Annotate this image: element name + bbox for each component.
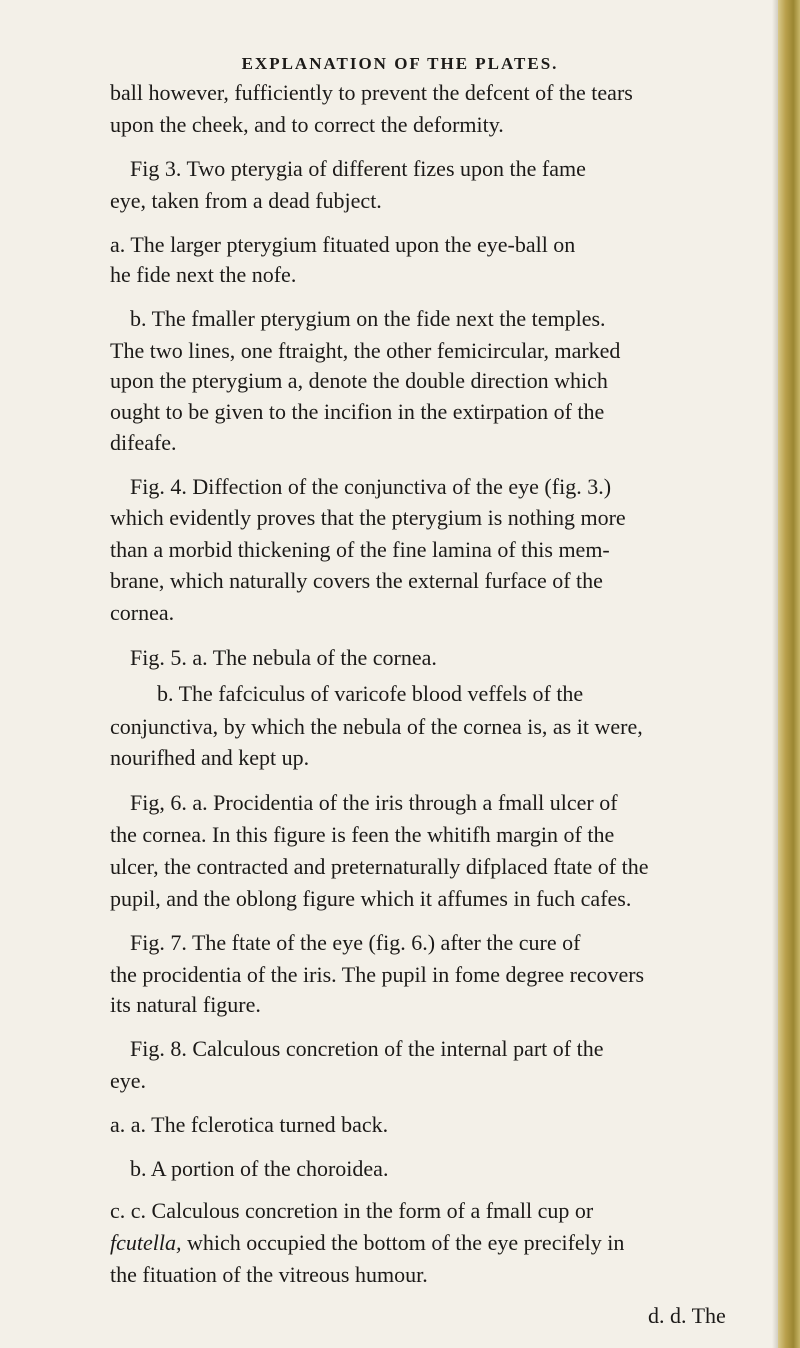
text-line: ought to be given to the incifion in the extirpation of the	[110, 399, 605, 424]
catchword: d. d. The	[648, 1303, 726, 1328]
text-line: the cornea. In this figure is feen the whitifh margin of the	[110, 822, 615, 847]
text-line: the procidentia of the iris. The pupil in fome degree recovers	[110, 962, 645, 987]
text-line: cornea.	[110, 600, 175, 625]
text-line: Fig, 6. a. Procidentia of the iris through a fmall ulcer of	[130, 790, 618, 815]
text-line: pupil, and the oblong figure which it affumes in fuch cafes.	[110, 886, 632, 911]
text-line: Fig. 4. Diffection of the conjunctiva of the eye (fig. 3.)	[130, 474, 612, 499]
text-line: Fig. 7. The ftate of the eye (fig. 6.) after the cure of	[130, 930, 581, 955]
text-line: upon the pterygium a, denote the double direction which	[110, 368, 608, 393]
text-line: a. The larger pterygium fituated upon the eye-ball on	[110, 232, 576, 257]
text-line: upon the cheek, and to correct the deformity.	[110, 112, 504, 137]
text-line: conjunctiva, by which the nebula of the cornea is, as it were,	[110, 714, 643, 739]
text-line: eye.	[110, 1068, 147, 1093]
text-line: Fig. 8. Calculous concretion of the internal part of the	[130, 1036, 604, 1061]
text-line: b. The fafciculus of varicofe blood veffels of the	[157, 681, 584, 706]
text-line: he fide next the nofe.	[110, 262, 297, 287]
text-line: The two lines, one ftraight, the other femicircular, marked	[110, 338, 621, 363]
text-line: Fig 3. Two pterygia of different fizes upon the fame	[130, 156, 586, 181]
text-line: brane, which naturally covers the external furface of the	[110, 568, 603, 593]
text-line: ulcer, the contracted and preternaturally difplaced ftate of the	[110, 854, 649, 879]
text-line: than a morbid thickening of the fine lamina of this mem-	[110, 537, 610, 562]
text-line: eye, taken from a dead fubject.	[110, 188, 382, 213]
italic-term: fcutella,	[110, 1230, 182, 1255]
text-line: ball however, fufficiently to prevent the defcent of the tears	[110, 80, 633, 105]
text-line: c. c. Calculous concretion in the form of a fmall cup or	[110, 1198, 594, 1223]
text-line: which evidently proves that the pterygium is nothing more	[110, 505, 626, 530]
text-line-rest: which occupied the bottom of the eye precifely in	[186, 1230, 625, 1255]
text-line: the fituation of the vitreous humour.	[110, 1262, 428, 1287]
text-line: difeafe.	[110, 430, 177, 455]
page-edge	[778, 0, 800, 1348]
text-line: nourifhed and kept up.	[110, 745, 310, 770]
text-line: a. a. The fclerotica turned back.	[110, 1112, 389, 1137]
running-head: EXPLANATION OF THE PLATES.	[241, 54, 559, 73]
text-line: b. A portion of the choroidea.	[130, 1156, 389, 1181]
text-line: b. The fmaller pterygium on the fide next the temples.	[130, 306, 606, 331]
text-line: its natural figure.	[110, 992, 261, 1017]
text-line: Fig. 5. a. The nebula of the cornea.	[130, 645, 437, 670]
text-line	[110, 1230, 624, 1256]
